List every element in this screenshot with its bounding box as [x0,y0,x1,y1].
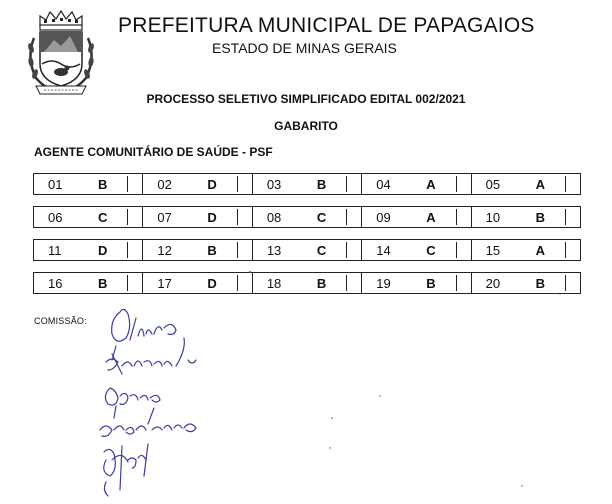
question-number: 19 [376,275,391,291]
question-number: 05 [485,176,501,192]
answer-letter: B [316,275,327,291]
cell-divider [456,275,457,291]
answer-letter: A [426,176,436,192]
answer-letter: D [207,176,217,192]
question-number: 09 [376,209,391,225]
answer-letter: C [98,209,108,225]
answer-cell [143,174,252,194]
answer-letter: B [207,242,217,258]
question-number: 03 [266,176,282,192]
process-title: PROCESSO SELETIVO SIMPLIFICADO EDITAL 002/2021 [146,92,466,106]
question-number: 01 [48,176,63,192]
question-number: 11 [48,242,62,258]
job-role: AGENTE COMUNITÁRIO DE SAÚDE - PSF [34,145,273,159]
answer-row [33,173,581,195]
answer-cell [253,207,362,227]
answer-cell [362,174,471,194]
cell-divider [565,242,566,258]
answer-cell [362,207,471,227]
question-number: 06 [48,209,63,225]
question-number: 02 [157,176,172,192]
answer-letter: A [426,209,436,225]
answer-cell [472,273,580,293]
cell-divider [456,176,457,192]
answer-cell [253,240,362,260]
cell-divider [565,176,566,192]
cell-divider [127,242,128,258]
cell-divider [237,176,238,192]
answer-row [33,272,581,294]
question-number: 17 [157,275,172,291]
question-number: 12 [157,242,172,258]
cell-divider [127,176,128,192]
answer-letter: C [316,209,327,225]
answer-cell [253,174,362,194]
answer-cell [253,273,362,293]
question-number: 08 [266,209,282,225]
page-subtitle: ESTADO DE MINAS GERAIS [212,40,397,56]
cell-divider [237,209,238,225]
cell-divider [456,209,457,225]
answer-cell [34,207,143,227]
answer-letter: A [535,176,546,192]
answer-cell [362,273,471,293]
answer-letter: B [98,176,108,192]
answer-letter: C [316,242,327,258]
answer-letter: B [316,176,327,192]
question-number: 13 [266,242,282,258]
answer-letter: B [98,275,108,291]
question-number: 15 [485,242,501,258]
cell-divider [346,242,347,258]
answer-key-grid [33,173,581,305]
answer-cell [34,174,143,194]
answer-letter: C [426,242,436,258]
municipal-crest-logo [22,8,100,98]
cell-divider [127,209,128,225]
cell-divider [127,275,128,291]
cell-divider [346,176,347,192]
question-number: 10 [485,209,501,225]
answer-letter: A [535,242,546,258]
question-number: 04 [376,176,391,192]
cell-divider [565,275,566,291]
question-number: 07 [157,209,172,225]
commission-label: COMISSÃO: [34,316,87,326]
answer-letter: B [426,275,436,291]
question-number: 14 [376,242,391,258]
cell-divider [346,209,347,225]
commission-signatures [92,300,252,500]
answer-cell [472,207,580,227]
answer-cell [143,207,252,227]
answer-cell [143,273,252,293]
cell-divider [456,242,457,258]
question-number: 18 [266,275,282,291]
cell-divider [237,242,238,258]
page-title: PREFEITURA MUNICIPAL DE PAPAGAIOS [118,14,535,37]
answer-letter: B [535,275,546,291]
answer-cell [362,240,471,260]
answer-cell [34,240,143,260]
cell-divider [237,275,238,291]
answer-letter: D [98,242,108,258]
cell-divider [565,209,566,225]
answer-row [33,206,581,228]
answer-cell [143,240,252,260]
answer-cell [472,240,580,260]
answer-cell [472,174,580,194]
answer-cell [34,273,143,293]
question-number: 20 [485,275,501,291]
answer-letter: B [535,209,546,225]
answer-letter: D [207,209,217,225]
section-title: GABARITO [274,119,338,133]
answer-letter: D [207,275,217,291]
answer-row [33,239,581,261]
cell-divider [346,275,347,291]
question-number: 16 [48,275,63,291]
